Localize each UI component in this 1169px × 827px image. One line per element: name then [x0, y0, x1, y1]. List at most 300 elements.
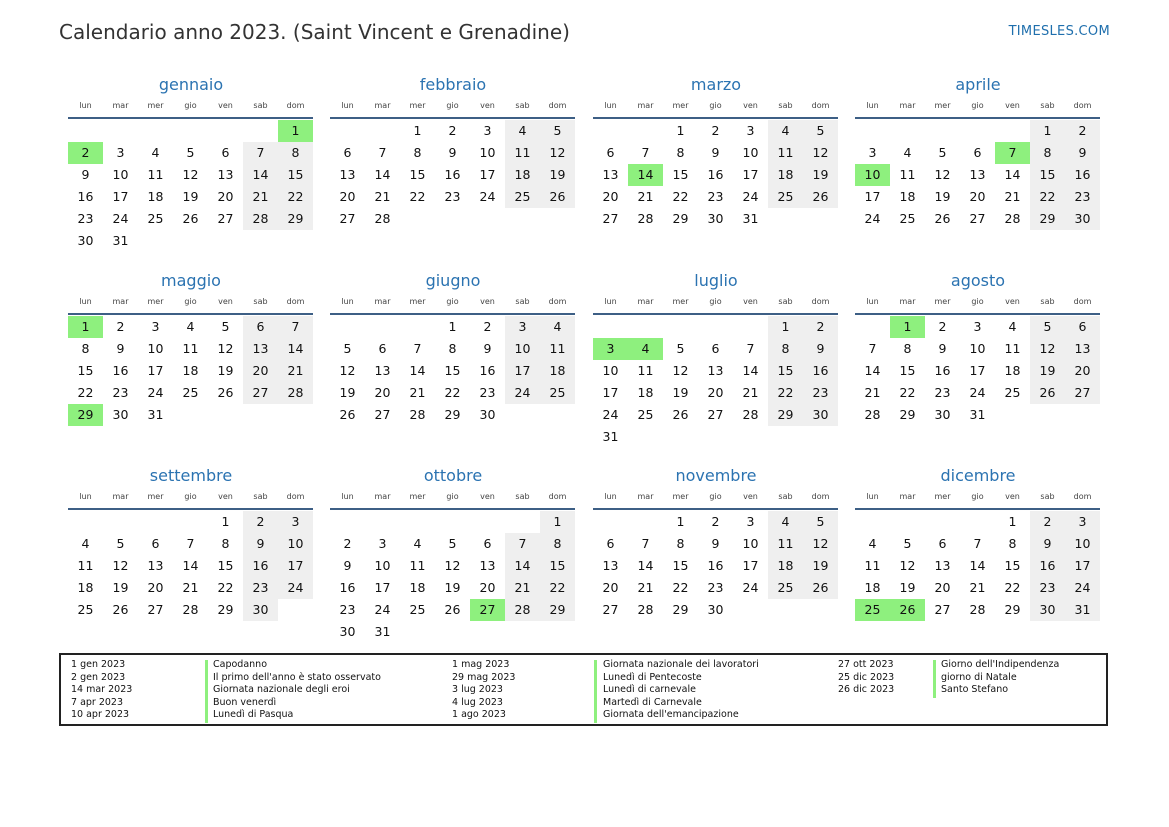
empty-day-cell: [173, 120, 208, 142]
day-cell: 12: [540, 142, 575, 164]
day-cell: 13: [243, 338, 278, 360]
day-cell: 9: [938, 341, 947, 356]
weekday-header: [593, 491, 839, 507]
holiday-legend: [59, 653, 1108, 726]
day-cell: 13: [969, 167, 986, 182]
day-grid: [330, 120, 575, 230]
day-cell: 11: [768, 533, 803, 555]
header-rule: [330, 508, 575, 510]
day-cell: 26: [444, 602, 461, 617]
weekday-header: [330, 491, 576, 507]
day-cell: 3: [151, 319, 160, 334]
day-cell: 7: [641, 145, 650, 160]
day-cell: 25: [409, 602, 426, 617]
empty-day-cell: [400, 316, 435, 338]
day-cell: 5: [343, 341, 352, 356]
holiday-day-cell: 10: [855, 164, 890, 186]
day-cell: 12: [899, 558, 916, 573]
day-grid: [330, 511, 575, 643]
empty-day-cell: [925, 511, 960, 533]
month-name: settembre: [149, 466, 233, 485]
day-cell: 21: [374, 189, 391, 204]
weekday-label: mer: [409, 492, 426, 501]
day-cell: 2: [243, 511, 278, 533]
day-cell: 28: [637, 602, 654, 617]
day-cell: 9: [243, 533, 278, 555]
day-cell: 23: [1030, 577, 1065, 599]
day-cell: 29: [217, 602, 234, 617]
weekday-label: lun: [604, 492, 617, 501]
legend-date: 1 ago 2023: [452, 709, 506, 720]
day-cell: 31: [1065, 599, 1100, 621]
day-cell: 26: [1030, 382, 1065, 404]
weekday-label: sab: [253, 297, 268, 306]
day-cell: 2: [938, 319, 947, 334]
legend-date: 14 mar 2023: [71, 684, 133, 695]
legend-holiday-name: Capodanno: [213, 659, 268, 670]
day-cell: 5: [938, 145, 947, 160]
weekday-label: mar: [637, 492, 654, 501]
day-cell: 5: [116, 536, 125, 551]
day-cell: 12: [217, 341, 234, 356]
day-cell: 8: [1030, 142, 1065, 164]
day-cell: 11: [864, 558, 881, 573]
day-cell: 30: [803, 404, 838, 426]
day-cell: 6: [938, 536, 947, 551]
day-cell: 27: [217, 211, 234, 226]
day-cell: 21: [505, 577, 540, 599]
empty-day-cell: [138, 120, 173, 142]
day-cell: 1: [1008, 514, 1017, 529]
weekday-header: [855, 491, 1101, 507]
day-cell: 15: [672, 167, 689, 182]
day-cell: 11: [147, 167, 164, 182]
weekday-header: [593, 100, 839, 116]
empty-day-cell: [960, 120, 995, 142]
day-cell: 17: [864, 189, 881, 204]
empty-day-cell: [995, 120, 1030, 142]
day-cell: 28: [637, 211, 654, 226]
holiday-day-cell: 3: [593, 338, 628, 360]
day-cell: 26: [803, 577, 838, 599]
day-cell: 8: [221, 536, 230, 551]
day-cell: 24: [1065, 577, 1100, 599]
day-cell: 13: [217, 167, 234, 182]
day-cell: 7: [278, 316, 313, 338]
header-rule: [330, 313, 575, 315]
day-cell: 26: [217, 385, 234, 400]
day-cell: 4: [151, 145, 160, 160]
day-cell: 16: [707, 558, 724, 573]
day-cell: 27: [707, 407, 724, 422]
day-cell: 4: [768, 511, 803, 533]
day-cell: 13: [602, 558, 619, 573]
day-cell: 29: [672, 211, 689, 226]
month-marzo: [593, 74, 839, 230]
empty-day-cell: [365, 120, 400, 142]
day-cell: 20: [374, 385, 391, 400]
day-cell: 20: [602, 580, 619, 595]
day-cell: 14: [637, 558, 654, 573]
day-cell: 27: [243, 382, 278, 404]
site-link[interactable]: TIMESLES.COM: [1008, 24, 1110, 39]
day-cell: 30: [707, 602, 724, 617]
weekday-label: sab: [778, 101, 793, 110]
empty-day-cell: [855, 511, 890, 533]
header-rule: [330, 117, 575, 119]
day-cell: 24: [147, 385, 164, 400]
day-cell: 24: [742, 189, 759, 204]
day-cell: 16: [1065, 164, 1100, 186]
empty-day-cell: [435, 511, 470, 533]
day-cell: 6: [711, 341, 720, 356]
day-cell: 15: [217, 558, 234, 573]
day-cell: 25: [637, 407, 654, 422]
weekday-label: mer: [147, 297, 164, 306]
day-cell: 6: [483, 536, 492, 551]
day-cell: 18: [768, 555, 803, 577]
day-cell: 5: [676, 341, 685, 356]
day-cell: 7: [746, 341, 755, 356]
weekday-label: sab: [1040, 297, 1055, 306]
day-cell: 3: [116, 145, 125, 160]
day-cell: 30: [479, 407, 496, 422]
day-cell: 13: [147, 558, 164, 573]
empty-day-cell: [855, 316, 890, 338]
weekday-label: lun: [79, 297, 92, 306]
day-cell: 21: [637, 189, 654, 204]
day-cell: 7: [378, 145, 387, 160]
weekday-label: mar: [374, 297, 391, 306]
empty-day-cell: [68, 120, 103, 142]
weekday-header: [855, 296, 1101, 312]
day-cell: 25: [540, 382, 575, 404]
day-cell: 11: [77, 558, 94, 573]
weekday-label: mer: [147, 492, 164, 501]
day-cell: 20: [339, 189, 356, 204]
day-cell: 11: [637, 363, 654, 378]
day-cell: 8: [676, 145, 685, 160]
weekday-label: mar: [637, 297, 654, 306]
holiday-day-cell: 7: [995, 142, 1030, 164]
day-cell: 24: [374, 602, 391, 617]
empty-day-cell: [593, 316, 628, 338]
day-cell: 1: [676, 514, 685, 529]
weekday-label: dom: [1073, 297, 1092, 306]
day-cell: 8: [1008, 536, 1017, 551]
day-cell: 26: [112, 602, 129, 617]
day-cell: 5: [186, 145, 195, 160]
day-cell: 20: [1065, 360, 1100, 382]
day-cell: 14: [969, 558, 986, 573]
day-cell: 2: [711, 514, 720, 529]
day-cell: 18: [637, 385, 654, 400]
weekday-label: lun: [604, 297, 617, 306]
day-cell: 25: [147, 211, 164, 226]
day-cell: 9: [711, 145, 720, 160]
legend-dates: [452, 659, 515, 722]
legend-holiday-name: Giornata nazionale dei lavoratori: [603, 659, 759, 670]
day-cell: 21: [637, 580, 654, 595]
day-cell: 3: [746, 514, 755, 529]
weekday-label: gio: [446, 101, 459, 110]
day-cell: 19: [1030, 360, 1065, 382]
empty-day-cell: [628, 511, 663, 533]
day-cell: 23: [934, 385, 951, 400]
day-cell: 28: [742, 407, 759, 422]
empty-day-cell: [733, 316, 768, 338]
day-cell: 5: [803, 120, 838, 142]
empty-day-cell: [593, 511, 628, 533]
day-cell: 8: [448, 341, 457, 356]
legend-marker: [594, 660, 597, 723]
weekday-label: gio: [709, 297, 722, 306]
day-cell: 26: [540, 186, 575, 208]
day-cell: 14: [864, 363, 881, 378]
weekday-label: sab: [515, 297, 530, 306]
day-cell: 2: [711, 123, 720, 138]
day-cell: 4: [903, 145, 912, 160]
day-cell: 5: [1030, 316, 1065, 338]
day-cell: 3: [483, 123, 492, 138]
day-cell: 4: [413, 536, 422, 551]
month-aprile: [855, 74, 1101, 230]
day-cell: 19: [217, 363, 234, 378]
weekday-label: mer: [409, 101, 426, 110]
day-grid: [855, 316, 1100, 426]
day-cell: 3: [505, 316, 540, 338]
day-cell: 2: [448, 123, 457, 138]
header-rule: [855, 508, 1100, 510]
day-cell: 12: [803, 142, 838, 164]
day-cell: 19: [803, 164, 838, 186]
weekday-label: mer: [934, 297, 951, 306]
day-cell: 30: [112, 407, 129, 422]
empty-day-cell: [330, 120, 365, 142]
weekday-header: [855, 100, 1101, 116]
day-cell: 4: [1008, 319, 1017, 334]
day-cell: 19: [182, 189, 199, 204]
day-cell: 21: [864, 385, 881, 400]
day-cell: 1: [221, 514, 230, 529]
day-cell: 18: [1004, 363, 1021, 378]
day-cell: 1: [768, 316, 803, 338]
weekday-label: dom: [1073, 492, 1092, 501]
legend-holiday-name: Santo Stefano: [941, 684, 1009, 695]
empty-day-cell: [890, 120, 925, 142]
weekday-label: sab: [1040, 492, 1055, 501]
weekday-label: sab: [778, 492, 793, 501]
day-cell: 15: [899, 363, 916, 378]
weekday-label: mar: [112, 492, 129, 501]
legend-date: 1 gen 2023: [71, 659, 126, 670]
day-cell: 17: [1065, 555, 1100, 577]
day-cell: 14: [505, 555, 540, 577]
month-name: giugno: [425, 271, 481, 290]
day-cell: 10: [374, 558, 391, 573]
weekday-label: mer: [934, 101, 951, 110]
day-cell: 19: [444, 580, 461, 595]
weekday-label: gio: [709, 101, 722, 110]
day-cell: 3: [868, 145, 877, 160]
day-cell: 6: [378, 341, 387, 356]
empty-day-cell: [365, 511, 400, 533]
weekday-header: [330, 100, 576, 116]
day-cell: 31: [969, 407, 986, 422]
day-cell: 15: [768, 360, 803, 382]
day-cell: 19: [803, 555, 838, 577]
day-cell: 24: [479, 189, 496, 204]
weekday-label: sab: [253, 492, 268, 501]
weekday-label: mar: [374, 492, 391, 501]
weekday-label: gio: [971, 297, 984, 306]
day-cell: 22: [540, 577, 575, 599]
empty-day-cell: [365, 316, 400, 338]
day-cell: 9: [116, 341, 125, 356]
day-cell: 15: [672, 558, 689, 573]
day-cell: 20: [934, 580, 951, 595]
weekday-label: lun: [866, 101, 879, 110]
day-cell: 14: [243, 164, 278, 186]
day-cell: 26: [672, 407, 689, 422]
weekday-label: sab: [1040, 101, 1055, 110]
weekday-label: dom: [548, 101, 567, 110]
day-cell: 30: [1065, 208, 1100, 230]
day-cell: 6: [343, 145, 352, 160]
empty-day-cell: [628, 316, 663, 338]
day-cell: 15: [1030, 164, 1065, 186]
holiday-day-cell: 29: [68, 404, 103, 426]
day-cell: 8: [676, 536, 685, 551]
day-cell: 23: [707, 580, 724, 595]
empty-day-cell: [208, 120, 243, 142]
holiday-day-cell: 25: [855, 599, 890, 621]
day-cell: 10: [278, 533, 313, 555]
day-cell: 8: [540, 533, 575, 555]
empty-day-cell: [330, 316, 365, 338]
weekday-label: sab: [515, 101, 530, 110]
weekday-label: gio: [184, 297, 197, 306]
day-cell: 26: [934, 211, 951, 226]
day-cell: 6: [606, 145, 615, 160]
day-cell: 28: [1004, 211, 1021, 226]
day-cell: 5: [903, 536, 912, 551]
day-grid: [68, 316, 313, 426]
day-cell: 18: [540, 360, 575, 382]
month-name: novembre: [675, 466, 757, 485]
day-cell: 12: [672, 363, 689, 378]
day-cell: 31: [147, 407, 164, 422]
month-name: dicembre: [940, 466, 1016, 485]
day-cell: 25: [1004, 385, 1021, 400]
day-cell: 31: [374, 624, 391, 639]
day-cell: 18: [505, 164, 540, 186]
day-cell: 21: [409, 385, 426, 400]
day-cell: 29: [1030, 208, 1065, 230]
legend-date: 3 lug 2023: [452, 684, 503, 695]
day-cell: 28: [864, 407, 881, 422]
weekday-label: mer: [147, 101, 164, 110]
weekday-label: dom: [286, 297, 305, 306]
empty-day-cell: [960, 511, 995, 533]
day-cell: 6: [1065, 316, 1100, 338]
legend-date: 25 dic 2023: [838, 671, 895, 683]
day-cell: 15: [1004, 558, 1021, 573]
day-cell: 3: [378, 536, 387, 551]
day-cell: 27: [1065, 382, 1100, 404]
day-cell: 16: [77, 189, 94, 204]
weekday-label: sab: [778, 297, 793, 306]
weekday-label: lun: [866, 492, 879, 501]
weekday-label: dom: [548, 492, 567, 501]
weekday-label: ven: [1005, 101, 1020, 110]
month-name: gennaio: [158, 75, 224, 94]
day-cell: 27: [602, 602, 619, 617]
day-cell: 12: [1030, 338, 1065, 360]
legend-holiday-name: Buon venerdì: [213, 696, 277, 708]
holiday-day-cell: 2: [68, 142, 103, 164]
weekday-label: gio: [446, 297, 459, 306]
day-cell: 2: [1065, 120, 1100, 142]
weekday-label: mer: [672, 492, 689, 501]
day-cell: 25: [768, 186, 803, 208]
day-cell: 9: [448, 145, 457, 160]
day-cell: 3: [973, 319, 982, 334]
day-cell: 30: [934, 407, 951, 422]
day-cell: 17: [147, 363, 164, 378]
day-cell: 9: [1030, 533, 1065, 555]
day-cell: 7: [413, 341, 422, 356]
day-grid: [68, 120, 313, 252]
day-cell: 15: [409, 167, 426, 182]
weekday-label: mer: [934, 492, 951, 501]
day-cell: 15: [540, 555, 575, 577]
day-cell: 20: [243, 360, 278, 382]
legend-date: 4 lug 2023: [452, 696, 503, 708]
day-cell: 20: [147, 580, 164, 595]
day-cell: 1: [413, 123, 422, 138]
month-luglio: [593, 270, 839, 448]
day-cell: 18: [899, 189, 916, 204]
empty-day-cell: [698, 316, 733, 338]
day-cell: 7: [973, 536, 982, 551]
day-cell: 13: [1065, 338, 1100, 360]
day-cell: 26: [182, 211, 199, 226]
weekday-label: ven: [1005, 492, 1020, 501]
weekday-header: [68, 100, 314, 116]
day-cell: 25: [505, 186, 540, 208]
day-cell: 12: [182, 167, 199, 182]
day-cell: 23: [243, 577, 278, 599]
holiday-day-cell: 27: [470, 599, 505, 621]
day-cell: 29: [444, 407, 461, 422]
day-cell: 12: [112, 558, 129, 573]
day-cell: 15: [77, 363, 94, 378]
weekday-label: ven: [743, 101, 758, 110]
empty-day-cell: [855, 120, 890, 142]
header-rule: [68, 117, 313, 119]
day-cell: 19: [339, 385, 356, 400]
weekday-label: mar: [374, 101, 391, 110]
day-cell: 14: [742, 363, 759, 378]
day-cell: 21: [182, 580, 199, 595]
day-cell: 23: [1065, 186, 1100, 208]
day-cell: 17: [602, 385, 619, 400]
weekday-label: mar: [637, 101, 654, 110]
day-cell: 28: [505, 599, 540, 621]
day-cell: 24: [112, 211, 129, 226]
day-cell: 2: [803, 316, 838, 338]
